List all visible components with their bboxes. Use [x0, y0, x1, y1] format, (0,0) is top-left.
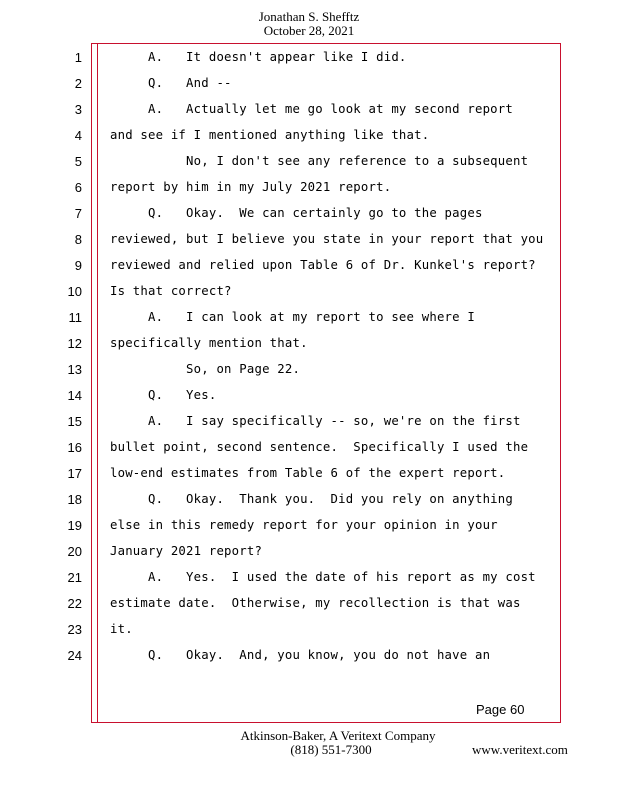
line-text: bullet point, second sentence. Specifically I used the	[110, 440, 529, 454]
line-number: 14	[67, 388, 82, 403]
footer-website: www.veritext.com	[472, 742, 568, 757]
transcript-line	[0, 463, 618, 489]
transcript-line	[0, 359, 618, 385]
transcript-line	[0, 489, 618, 515]
line-text: reviewed and relied upon Table 6 of Dr. Kunkel's report?	[110, 258, 536, 272]
line-number: 20	[67, 544, 82, 559]
line-text: report by him in my July 2021 report.	[110, 180, 392, 194]
line-number: 13	[67, 362, 82, 377]
line-number: 17	[67, 466, 82, 481]
transcript-line	[0, 177, 618, 203]
line-number: 12	[67, 336, 82, 351]
transcript-line	[0, 203, 618, 229]
line-number: 11	[68, 310, 82, 325]
line-text: else in this remedy report for your opinion in your	[110, 518, 498, 532]
line-text: Q. And --	[110, 76, 232, 90]
line-number: 6	[74, 180, 82, 195]
line-number: 18	[67, 492, 82, 507]
line-text: So, on Page 22.	[110, 362, 301, 376]
line-text: Is that correct?	[110, 284, 232, 298]
transcript-line	[0, 281, 618, 307]
transcript-line	[0, 229, 618, 255]
line-number: 1	[74, 50, 82, 65]
transcript-line	[0, 567, 618, 593]
transcript-line	[0, 437, 618, 463]
line-number: 21	[67, 570, 82, 585]
line-number: 5	[74, 154, 82, 169]
line-text: A. I can look at my report to see where I	[110, 310, 475, 324]
line-number: 23	[67, 622, 82, 637]
line-text: A. It doesn't appear like I did.	[110, 50, 407, 64]
line-text: A. I say specifically -- so, we're on the first	[110, 414, 521, 428]
transcript-line	[0, 99, 618, 125]
transcript-line	[0, 73, 618, 99]
line-number: 8	[74, 232, 82, 247]
line-number: 7	[74, 206, 82, 221]
line-text: A. Actually let me go look at my second report	[110, 102, 513, 116]
line-text: Q. Okay. And, you know, you do not have an	[110, 648, 491, 662]
transcript-line	[0, 411, 618, 437]
deposition-date: October 28, 2021	[263, 23, 355, 38]
line-text: estimate date. Otherwise, my recollection is that was	[110, 596, 521, 610]
line-number: 19	[67, 518, 82, 533]
line-number: 22	[67, 596, 82, 611]
footer-company: Atkinson-Baker, A Veritext Company	[240, 728, 436, 743]
witness-name: Jonathan S. Shefftz	[258, 9, 360, 24]
line-number: 9	[74, 258, 82, 273]
line-number: 15	[67, 414, 82, 429]
line-text: Q. Okay. We can certainly go to the pages	[110, 206, 483, 220]
transcript-line	[0, 307, 618, 333]
line-number: 10	[67, 284, 82, 299]
line-text: it.	[110, 622, 133, 636]
transcript-line	[0, 593, 618, 619]
line-text: No, I don't see any reference to a subsequent	[110, 154, 529, 168]
line-number: 3	[74, 102, 82, 117]
line-text: and see if I mentioned anything like that.	[110, 128, 430, 142]
line-text: low-end estimates from Table 6 of the expert report.	[110, 466, 506, 480]
transcript-line	[0, 541, 618, 567]
line-text: Q. Okay. Thank you. Did you rely on anything	[110, 492, 513, 506]
page-number: Page 60	[476, 702, 525, 717]
footer-phone: (818) 551-7300	[290, 742, 372, 757]
transcript-line	[0, 125, 618, 151]
transcript-line	[0, 333, 618, 359]
transcript-line	[0, 619, 618, 645]
line-number: 16	[67, 440, 82, 455]
transcript-line	[0, 385, 618, 411]
line-text: January 2021 report?	[110, 544, 263, 558]
transcript-line	[0, 151, 618, 177]
line-text: Q. Yes.	[110, 388, 217, 402]
line-text: specifically mention that.	[110, 336, 308, 350]
line-text: reviewed, but I believe you state in your report that you	[110, 232, 544, 246]
transcript-line	[0, 645, 618, 671]
line-number: 24	[67, 648, 82, 663]
line-text: A. Yes. I used the date of his report as my cost	[110, 570, 536, 584]
transcript-line	[0, 255, 618, 281]
line-number: 4	[74, 128, 82, 143]
transcript-line	[0, 515, 618, 541]
transcript-line	[0, 47, 618, 73]
line-number: 2	[74, 76, 82, 91]
